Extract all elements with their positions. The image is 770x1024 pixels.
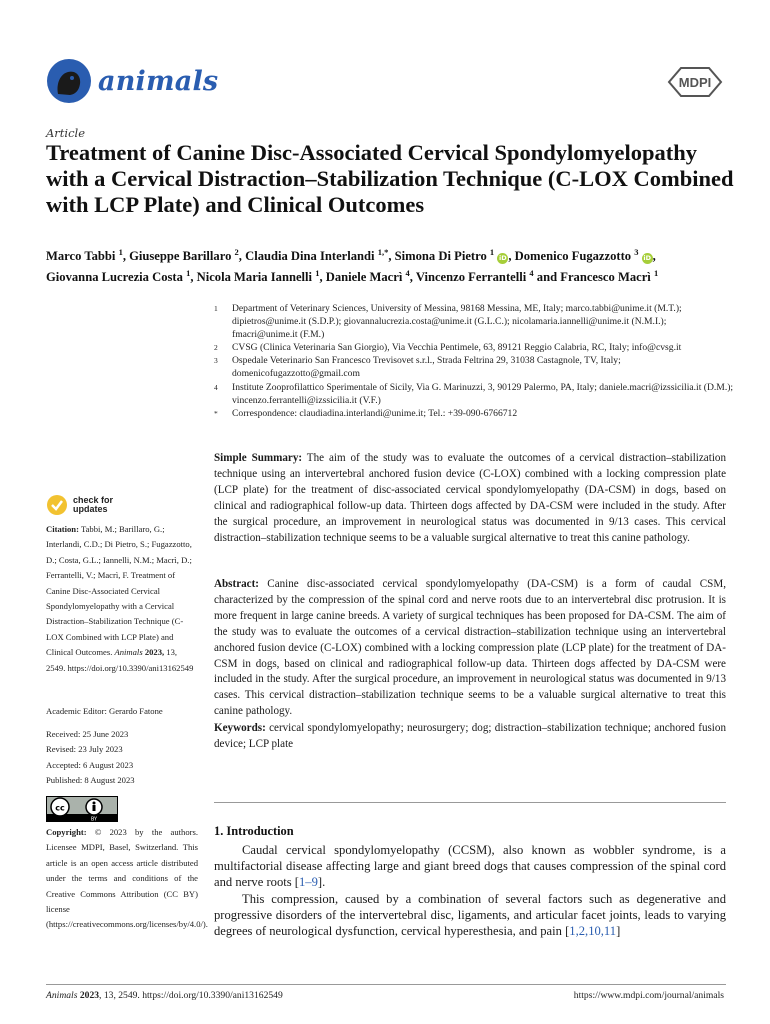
journal-name: animals	[98, 65, 219, 97]
journal-logo[interactable]	[46, 58, 218, 104]
svg-text:cc: cc	[55, 803, 65, 813]
intro-paragraph-1: Caudal cervical spondylomyelopathy (CCSM), also known as wobbler syndrome, is a multifactorial disease affecting large and giant breed dogs that causes compression of the spinal cord and nerve roots [1–9].	[214, 843, 726, 890]
check-updates-icon	[46, 494, 68, 516]
introduction-body	[214, 842, 726, 939]
introduction-heading: 1. Introduction	[214, 824, 294, 838]
affiliations	[214, 302, 734, 420]
section-divider	[214, 802, 726, 803]
affiliation-item: 4 Institute Zooprofilattico Sperimentale of Sicily, Via G. Marinuzzi, 3, 90129 Palermo, PA, Italy; daniele.macri@izssicilia.it (D.M.); vincenzo.ferrantelli@izssicilia.it (V.F.)	[214, 381, 734, 406]
revised-date: Revised: 23 July 2023	[46, 744, 123, 755]
mdpi-logo[interactable]	[667, 66, 723, 102]
affiliation-item: 2 CVSG (Clinica Veterinaria San Giorgio), Via Vecchia Pentimele, 63, 89121 Reggio Calabria, RC, Italy; info@cvsg.it	[214, 342, 682, 354]
citation: Citation: Tabbi, M.; Barillaro, G.; Interlandi, C.D.; Di Pietro, S.; Fugazzotto, D.; Costa, G.L.; Iannelli, N.M.; Macrì, D.; Ferrantelli, V.; Macrì, F. Treatment of Canine Disc-Associated Cervical Spondylomyelopathy with a Cervical Distraction–Stabilization Technique (C-LOX Combined with LCP Plate) and Clinical Outcomes. Animals 2023, 13, 2549. https://doi.org/10.3390/ani13162549	[46, 524, 194, 673]
abstract: Abstract: Canine disc-associated cervical spondylomyelopathy (DA-CSM) is a form of caudal CSM, characterized by the compression of the spinal cord and nerve roots due to an intervertebral disc protrusion. It is more frequent in large canine breeds. A variety of surgical techniques has been proposed for DA-CSM. The aim of the study was to evaluate the outcomes of a cervical distraction–stabilization technique using an intervertebral anchored fusion device (C-LOX) combined with a locking compression plate (LCP plate) for the treatment of DA-CSM in dogs, based on clinical and radiographical follow-up data. Thirteen dogs affected by DA-CSM were included in the study. After the surgical procedure, an improvement in neurological status was documented in 9/13 cases. This cervical distraction–stabilization technique seems to be a valuable surgical alternative to treat this canine pathology.	[214, 578, 726, 718]
author-list	[46, 244, 736, 286]
citation-link[interactable]: 1–9	[298, 875, 318, 890]
affiliation-item: 3 Ospedale Veterinario San Francesco Trevisovet s.r.l., Strada Feltrina 29, 31038 Castagnole, TV, Italy; domenicofugazzotto@gmail.com	[214, 355, 621, 380]
copyright-notice: Copyright: © 2023 by the authors. Licensee MDPI, Basel, Switzerland. This article is an open access article distributed under the terms and conditions of the Creative Commons Attribution (CC BY) license (https://creativecommons.org/licenses/by/4.0/).	[46, 827, 208, 930]
creative-commons-icon	[46, 796, 118, 822]
received-date: Received: 25 June 2023	[46, 729, 129, 739]
author-line-1: Marco Tabbi $^1$, Giuseppe Barillaro $^2$, Claudia Dina Interlandi $^{1,*}$, Simona Di Pietro $^1$ iD , Domenico Fugazzotto $^3$ iD ,	[46, 247, 656, 264]
cc-by-badge[interactable]	[46, 796, 118, 826]
orcid-icon[interactable]: iD	[643, 254, 651, 263]
footer-divider	[46, 984, 726, 985]
academic-editor: Academic Editor: Gerardo Fatone	[46, 706, 163, 716]
published-date: Published: 8 August 2023	[46, 775, 135, 786]
article-title: Treatment of Canine Disc-Associated Cervical Spondylomyelopathy with a Cervical Distraction–Stabilization Technique (C-LOX Combined with LCP Plate) and Clinical Outcomes	[46, 140, 734, 217]
accepted-date: Accepted: 6 August 2023	[46, 759, 134, 770]
svg-text:BY: BY	[90, 816, 98, 822]
correspondence: * Correspondence: claudiadina.interlandi@unime.it; Tel.: +39-090-6766712	[214, 407, 518, 419]
author-line-2: Giovanna Lucrezia Costa $^1$, Nicola Maria Iannelli $^1$, Daniele Macrì $^4$, Vincenzo Ferrantelli $^4$ and Francesco Macrì $^1$	[46, 268, 659, 285]
check-updates-label: check for updates	[73, 495, 114, 514]
svg-text:MDPI: MDPI	[678, 75, 712, 90]
footer-citation: Animals 2023, 13, 2549. https://doi.org/10.3390/ani13162549	[46, 990, 283, 1001]
orcid-icon[interactable]: iD	[499, 254, 507, 263]
mdpi-hexagon-icon	[667, 66, 723, 98]
citation-link[interactable]: 1,2,10,11	[569, 924, 617, 939]
gorilla-icon	[46, 58, 92, 104]
publication-dates	[46, 727, 198, 789]
article-type: Article	[46, 126, 86, 140]
affiliation-item: 1 Department of Veterinary Sciences, University of Messina, 98168 Messina, ME, Italy; marco.tabbi@unime.it (M.T.); dipietros@unime.it (S.D.P.); giovannalucrezia.costa@unime.it (G.L.C.); nicolamaria.iannelli@unime.it (N.M.I.); fmacri@unime.it (F.M.)	[214, 303, 682, 341]
journal-url-link[interactable]: https://www.mdpi.com/journal/animals	[573, 990, 724, 1001]
intro-paragraph-2: This compression, caused by a combination of several factors such as degenerative and progressive disorders of the intervertebral disc, ligaments, and articular facet joints, leads to varying degrees of neurological dysfunction, cervical hyperesthesia, and pain [1,2,10,11]	[214, 891, 726, 939]
keywords: Keywords: cervical spondylomyelopathy; neurosurgery; dog; distraction–stabilization technique; anchored fusion device; LCP plate	[214, 722, 726, 750]
check-for-updates-button[interactable]	[46, 494, 133, 516]
simple-summary: Simple Summary: The aim of the study was to evaluate the outcomes of a cervical distraction–stabilization technique using an intervertebral anchored fusion device (C-LOX) combined with a locking compression plate (LCP plate) for the treatment of disc-associated cervical spondylomyelopathy (DA-CSM) in dogs, based on clinical and radiographical follow-up data. Thirteen dogs affected by DA-CSM were included in the study. After the surgical procedure, an improvement in neurological status was documented in 9/13 cases. This cervical distraction–stabilization technique seems to be a valuable surgical alternative to treat this canine pathology.	[214, 452, 726, 544]
